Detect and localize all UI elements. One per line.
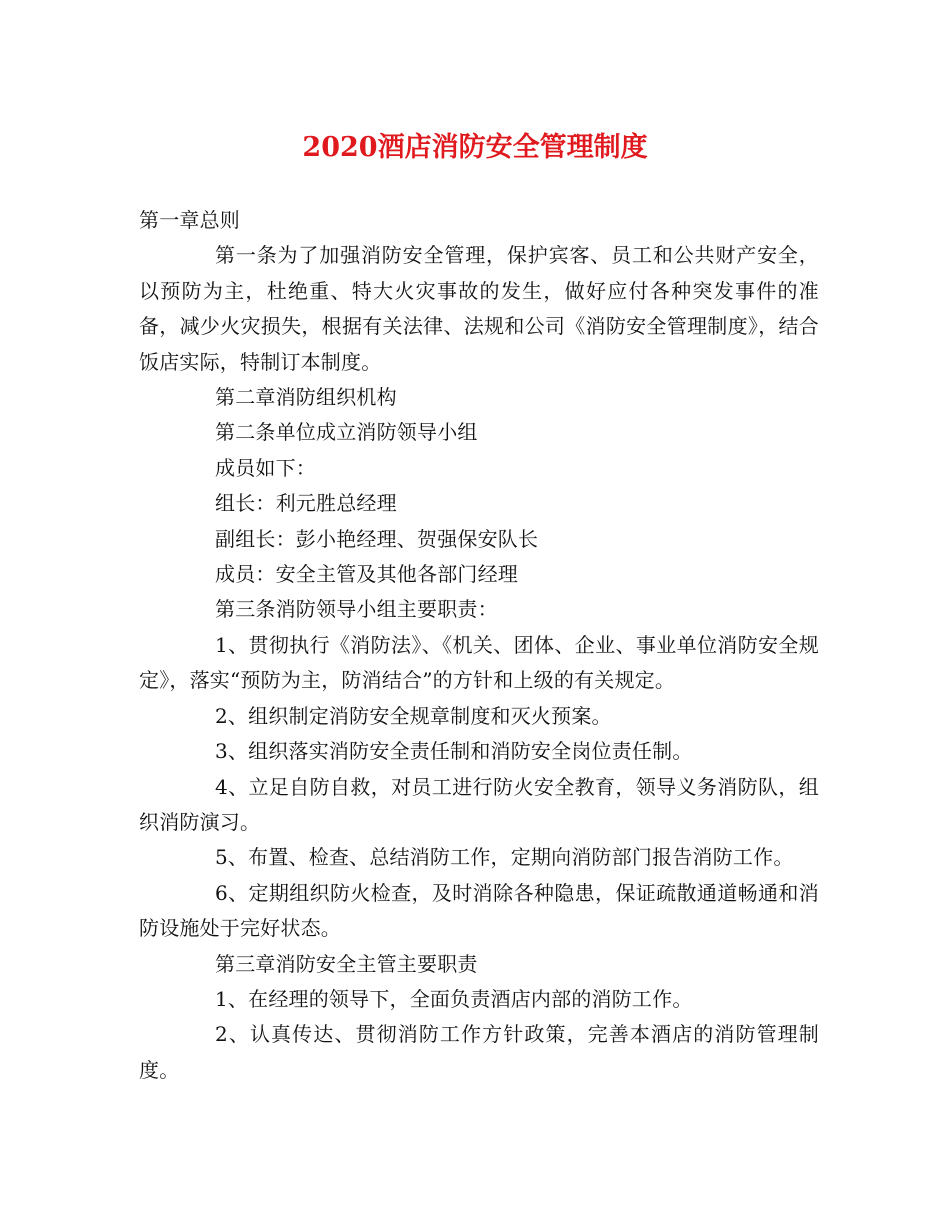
paragraph: 5、布置、检查、总结消防工作，定期向消防部门报告消防工作。 — [215, 845, 794, 870]
paragraph: 4、立足自防自救，对员工进行防火安全教育，领导义务消防队，组织消防演习。 — [139, 774, 819, 834]
paragraph: 第三章消防安全主管主要职责 — [215, 951, 478, 976]
paragraph: 第一条为了加强消防安全管理，保护宾客、员工和公共财产安全，以预防为主，杜绝重、特大火灾事故的发生，做好应付各种突发事件的准备，减少火灾损失，根据有关法律、法规和公司《消防安全管理制度》，结合饭店实际，特制订本制度。 — [139, 243, 819, 374]
paragraph: 成员：安全主管及其他各部门经理 — [215, 562, 518, 587]
paragraph: 组长：利元胜总经理 — [215, 491, 397, 516]
paragraph: 第二章消防组织机构 — [215, 385, 397, 410]
paragraph: 第二条单位成立消防领导小组 — [215, 420, 478, 445]
paragraph: 1、贯彻执行《消防法》、《机关、团体、企业、事业单位消防安全规定》，落实“预防为主，防消结合”的方针和上级的有关规定。 — [139, 632, 819, 693]
paragraph: 2、认真传达、贯彻消防工作方针政策，完善本酒店的消防管理制度。 — [139, 1022, 819, 1082]
paragraph: 第三条消防领导小组主要职责： — [215, 597, 498, 622]
paragraph: 1、在经理的领导下，全面负责酒店内部的消防工作。 — [215, 986, 693, 1011]
paragraph: 副组长：彭小艳经理、贺强保安队长 — [215, 526, 539, 551]
document-title: 2020酒店消防安全管理制度 — [302, 132, 648, 163]
paragraph: 6、定期组织防火检查，及时消除各种隐患，保证疏散通道畅通和消防设施处于完好状态。 — [139, 880, 819, 941]
document-body — [139, 203, 819, 1088]
paragraph: 3、组织落实消防安全责任制和消防安全岗位责任制。 — [215, 739, 693, 764]
paragraph: 2、组织制定消防安全规章制度和灭火预案。 — [215, 703, 612, 728]
paragraph: 第一章总则 — [139, 208, 240, 232]
paragraph: 成员如下： — [215, 455, 316, 480]
